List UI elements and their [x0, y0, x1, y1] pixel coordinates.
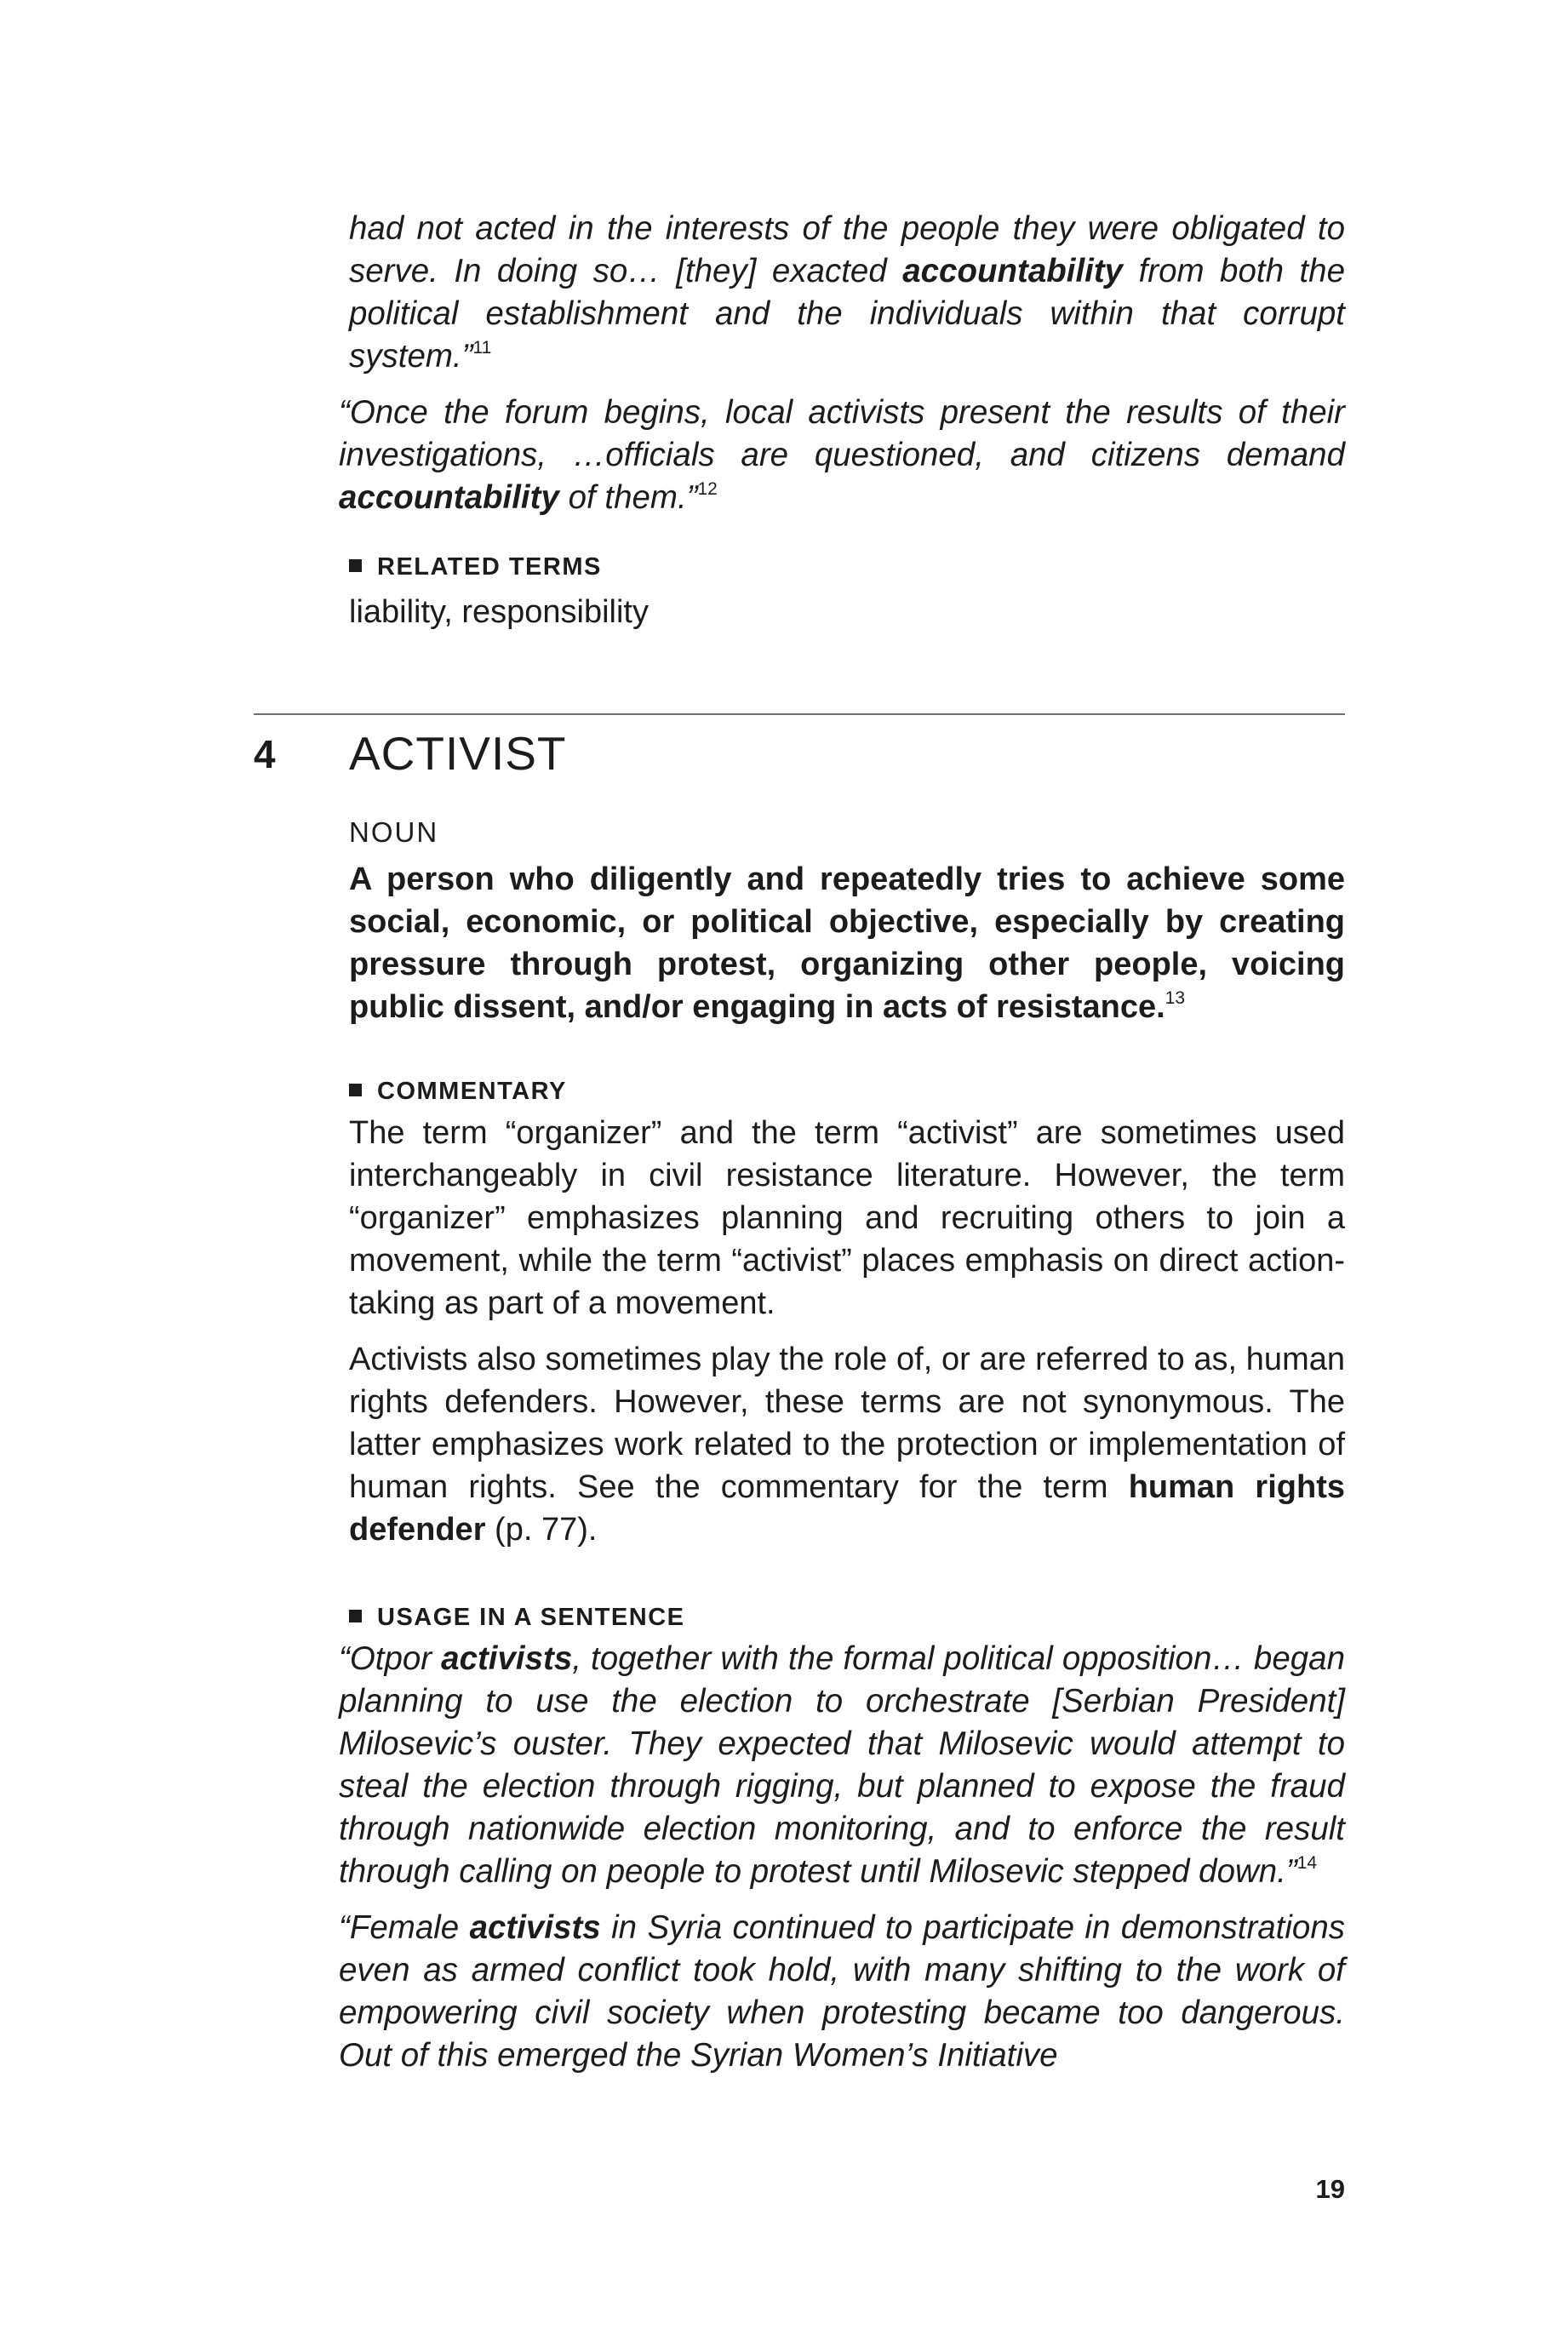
quote-keyword: accountability [339, 479, 559, 516]
page-number: 19 [1315, 2174, 1345, 2204]
square-bullet-icon [349, 1610, 362, 1622]
definition-text: A person who diligently and repeatedly tries to achieve some social, economic, or political objective, especially by creating pressure through protest, organizing other people, voicing public dissent, and/or engaging in acts of resistance. [349, 861, 1345, 1025]
section-heading [349, 1602, 1345, 1633]
quote-text: “Female [339, 1909, 470, 1946]
quote-text: had not acted in the interests of the people they were obligated to serve. In doing so… [they] exacted [349, 210, 1345, 289]
related-terms-text: liability, responsibility [349, 594, 649, 630]
usage-quote [339, 1907, 1345, 2077]
usage-section [339, 1602, 1345, 2077]
footnote-marker: 14 [1296, 1853, 1318, 1874]
commentary-section [349, 1076, 1345, 1551]
entry-divider [254, 713, 1345, 715]
usage-quote [339, 1638, 1345, 1893]
related-terms-section [349, 552, 1345, 633]
commentary-text: Activists also sometimes play the role of, or are referred to as, human rights defenders. However, these terms are not synonymous. The latter emphasizes work related to the protection or implementation of human rights. See the commentary for the term [349, 1342, 1345, 1505]
quote-text: from both the political establishment and the individuals within that corrupt system.” [349, 253, 1345, 375]
commentary-heading: COMMENTARY [377, 1078, 567, 1105]
footnote-marker: 11 [472, 338, 492, 358]
quote-text: in Syria continued to participate in demonstrations even as armed conflict took hold, with many shifting to the work of empowering civil society when protesting became too dangerous. Out of this emerged the Syrian Women’s Initiative [339, 1909, 1345, 2074]
quote-paragraph [349, 208, 1345, 378]
footnote-marker: 12 [697, 479, 718, 500]
quote-text: , together with the formal political opposition… began planning to use the election to orchestrate [Serbian President] Milosevic’s ouster. They expected that Milosevic would attempt to steal the election through rigging, but planned to expose the fraud through nationwide election monitoring, and to enforce the result through calling on people to protest until Milosevic stepped down.” [339, 1640, 1345, 1890]
quote-text: “Once the forum begins, local activists present the results of their investigations, …officials are questioned, and citizens demand [339, 394, 1345, 473]
section-heading [349, 552, 1345, 582]
quote-text: of them.” [558, 479, 698, 516]
quote-keyword: activists [469, 1909, 601, 1946]
related-terms-heading: RELATED TERMS [377, 553, 602, 581]
definition [349, 858, 1345, 1028]
commentary-paragraph [349, 1338, 1345, 1551]
quote-keyword: accountability [902, 253, 1124, 289]
entry-number: 4 [254, 732, 276, 776]
cross-reference-term: human rights defender [349, 1469, 1345, 1548]
quote-text: “Otpor [339, 1640, 442, 1677]
section-heading [349, 1076, 1345, 1107]
part-of-speech: NOUN [349, 816, 439, 848]
top-quotes [339, 208, 1345, 519]
quote-paragraph [339, 392, 1345, 519]
quote-keyword: activists [441, 1640, 573, 1677]
square-bullet-icon [349, 1084, 362, 1096]
commentary-paragraph: The term “organizer” and the term “activist” are sometimes used interchangeably in civil resistance literature. However, the term “organizer” emphasizes planning and recruiting others to join a movement, while the term “activist” places emphasis on direct action-taking as part of a movement. [349, 1115, 1345, 1321]
commentary-text: (p. 77). [485, 1512, 598, 1548]
usage-heading: USAGE IN A SENTENCE [377, 1604, 685, 1631]
entry-term: ACTIVIST [349, 727, 567, 780]
entry-definition-section [349, 815, 1345, 1028]
square-bullet-icon [349, 559, 362, 572]
footnote-marker: 13 [1165, 988, 1186, 1009]
